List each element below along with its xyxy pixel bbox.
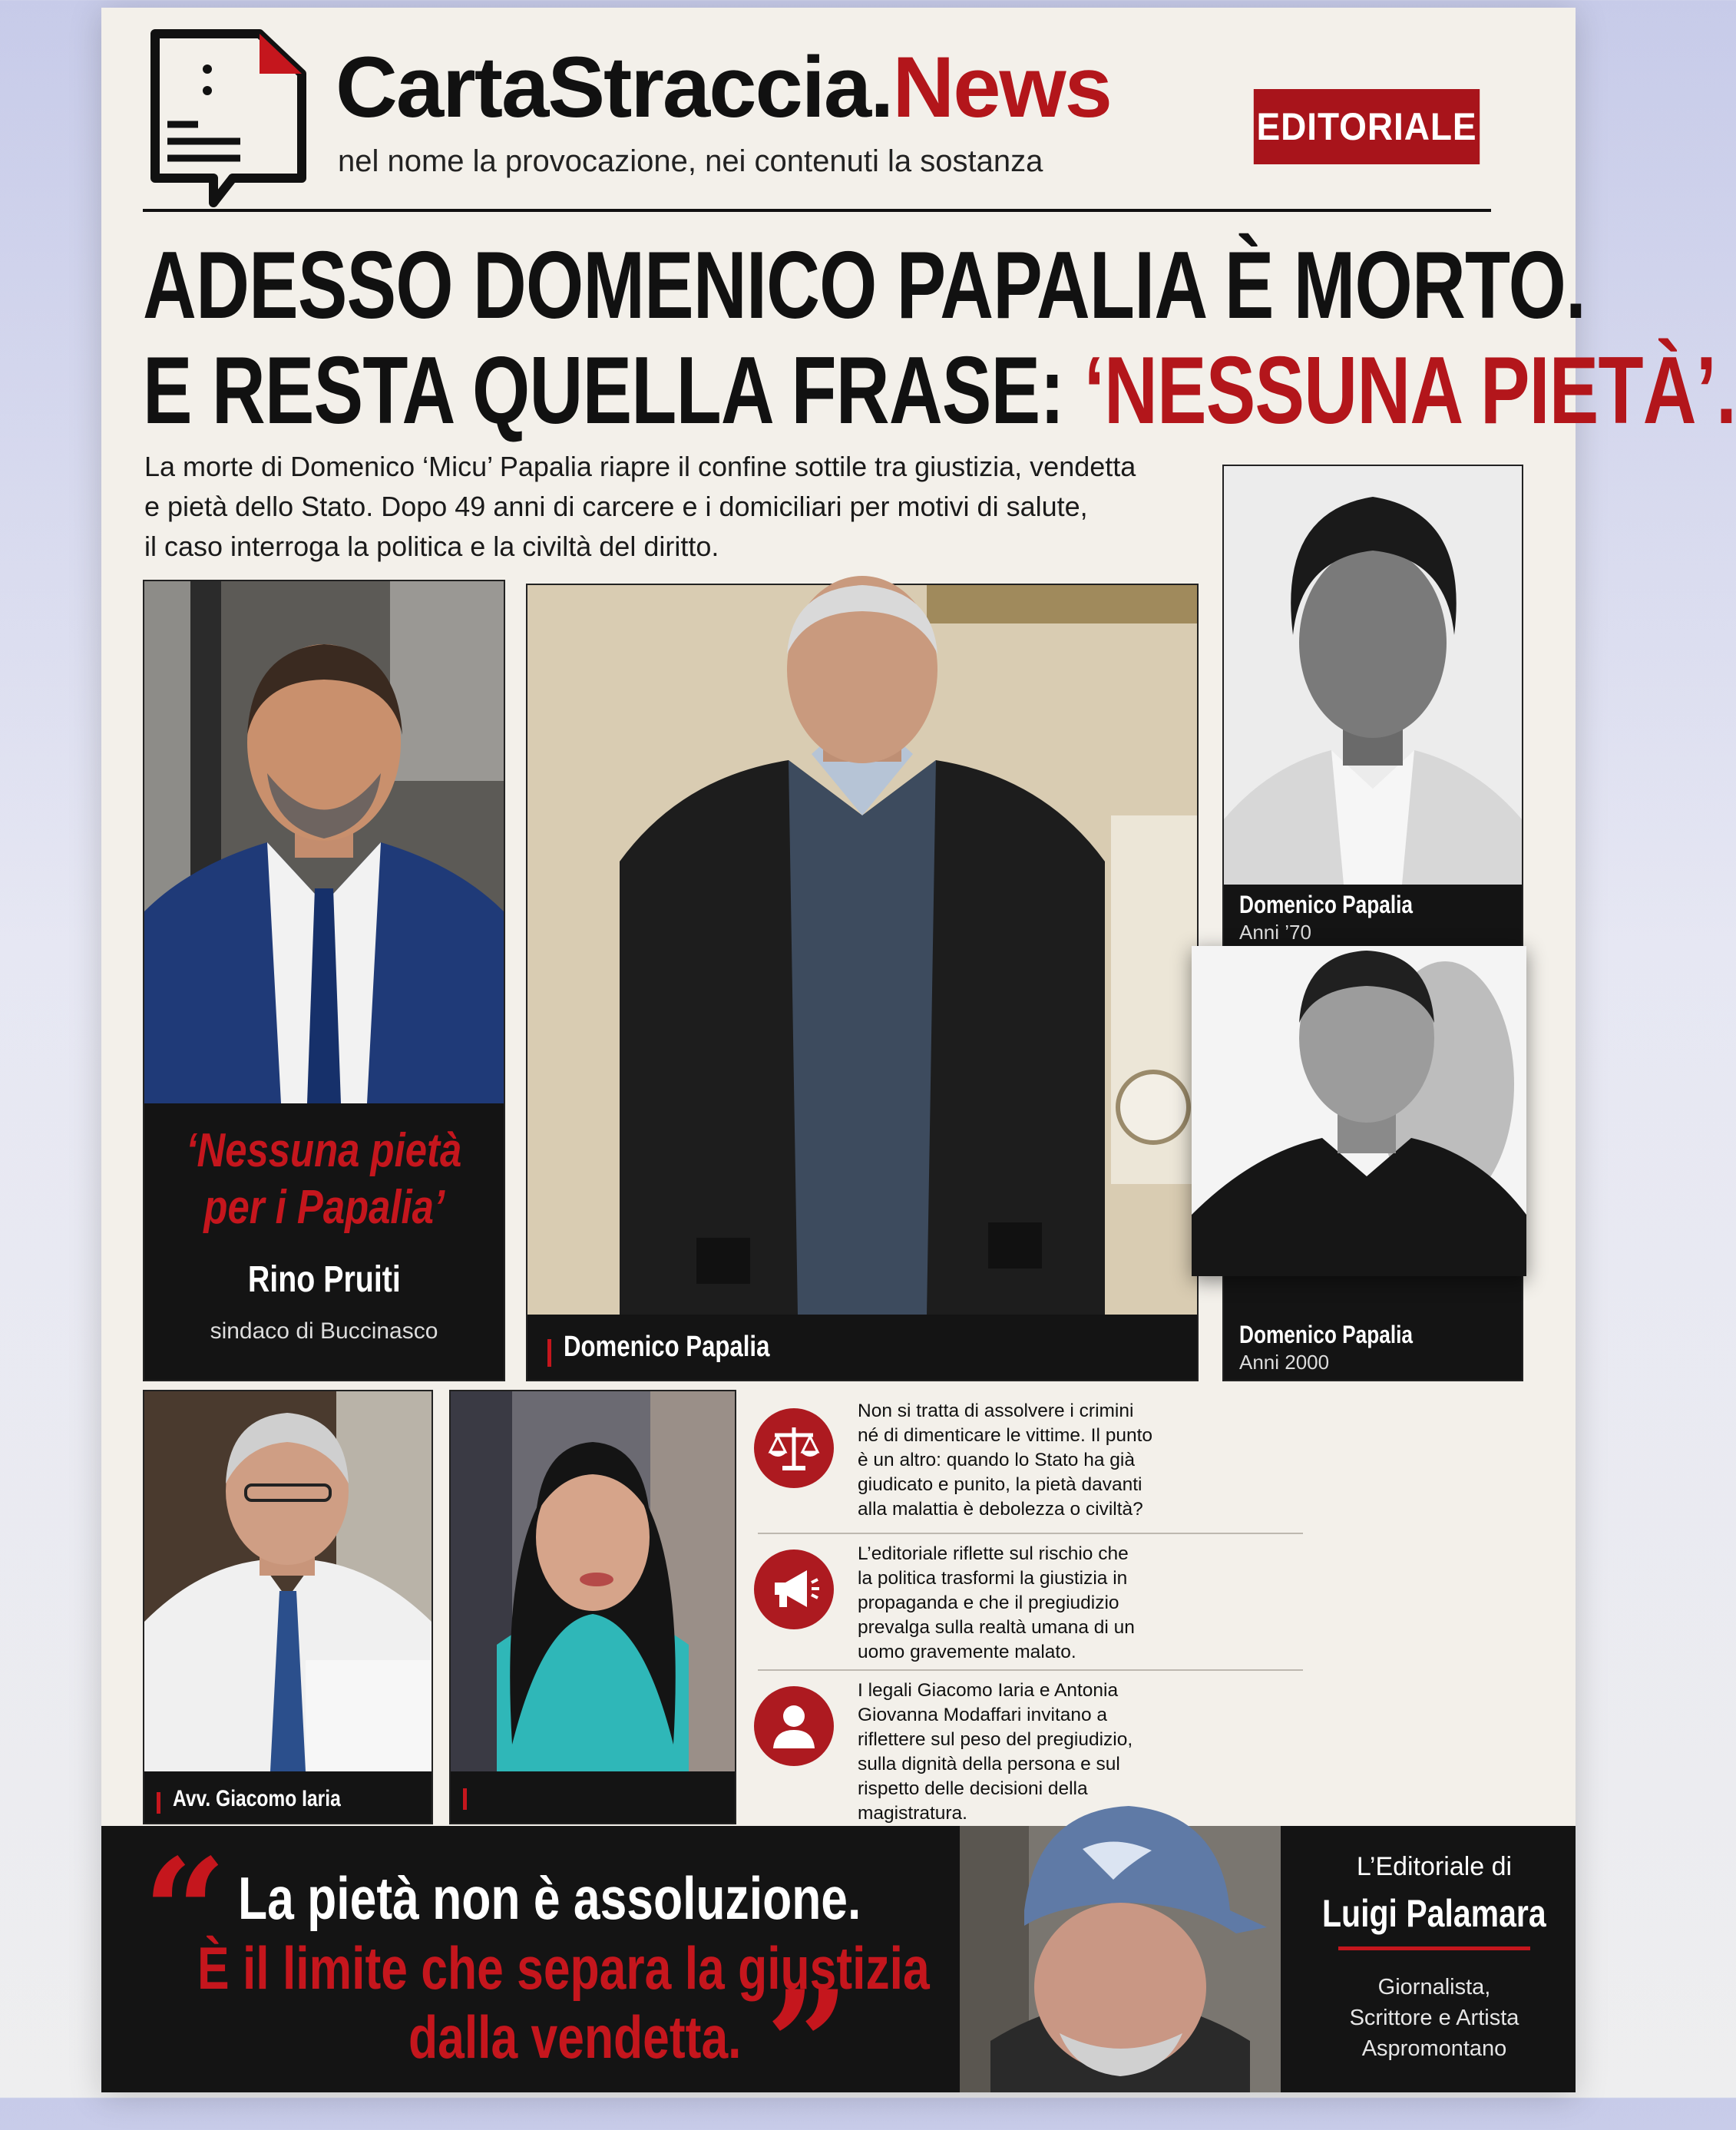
section-badge[interactable]: EDITORIALE <box>1254 89 1480 164</box>
divider <box>758 1533 1303 1534</box>
divider <box>758 1669 1303 1671</box>
author-name[interactable]: Luigi Palamara <box>1322 1892 1546 1935</box>
pruiti-name: Rino Pruiti <box>247 1259 401 1300</box>
portrait-lawyer-modaffari <box>451 1391 735 1771</box>
lead-line: il caso interroga la politica e la civiltà del diritto. <box>144 531 719 562</box>
author-rule <box>1338 1946 1530 1950</box>
caption-marker <box>157 1792 160 1814</box>
header-rule <box>143 209 1491 212</box>
point-line: uomo gravemente malato. <box>858 1642 1076 1662</box>
pruiti-quote-line: ‘Nessuna pietà <box>186 1124 462 1177</box>
point-line: Giovanna Modaffari invitano a <box>858 1705 1108 1725</box>
brand-accent: News <box>892 39 1111 135</box>
pruiti-name-wrap <box>144 1258 504 1301</box>
portrait-lawyer-iaria <box>144 1391 432 1771</box>
portrait-papalia-1970s <box>1224 466 1522 885</box>
point-line: propaganda e che il pregiudizio <box>858 1593 1119 1613</box>
caption-lawyer-iaria-name: Avv. Giacomo Iaria <box>173 1786 341 1811</box>
scales-icon <box>754 1408 834 1488</box>
photo-papalia-center[interactable] <box>526 584 1199 1381</box>
headline-quote: ‘NESSUNA PIETÀ’. <box>1083 338 1736 444</box>
point-line: prevalga sulla realtà umana di un <box>858 1617 1135 1638</box>
caption-2000s-era: Anni 2000 <box>1239 1351 1330 1374</box>
caption-1970s <box>1224 885 1522 950</box>
caption-center-name: Domenico Papalia <box>564 1331 770 1363</box>
caption-marker <box>463 1788 467 1810</box>
brand-main: CartaStraccia. <box>336 39 893 135</box>
point-2-text <box>858 1542 1180 1665</box>
photo-lawyer-iaria[interactable] <box>143 1390 433 1824</box>
point-1-text <box>858 1399 1180 1522</box>
point-line: rispetto delle decisioni della <box>858 1778 1088 1799</box>
headline-prefix: E RESTA QUELLA FRASE: <box>143 338 1084 444</box>
point-line: Non si tratta di assolvere i crimini <box>858 1401 1134 1421</box>
portrait-2000s-frame <box>1192 946 1526 1276</box>
point-line: sulla dignità della persona e sul <box>858 1754 1120 1774</box>
quote-line-3: dalla vendetta. <box>408 2003 742 2071</box>
pruiti-quote-line: per i Papalia’ <box>203 1181 445 1234</box>
lead-paragraph <box>144 447 1327 567</box>
point-line: giudicato e punito, la pietà davanti <box>858 1474 1142 1495</box>
quote-line-1: La pietà non è assoluzione. <box>238 1864 861 1932</box>
person-icon <box>754 1686 834 1766</box>
photo-pruiti[interactable] <box>143 580 505 1381</box>
lead-line: e pietà dello Stato. Dopo 49 anni di carcere e i domiciliari per motivi di salute, <box>144 491 1088 522</box>
author-box <box>1293 1826 1576 2092</box>
open-quote-mark: “ <box>143 1827 227 1998</box>
point-line: riflettere sul peso del pregiudizio, <box>858 1729 1133 1750</box>
caption-1970s-name: Domenico Papalia <box>1239 891 1414 918</box>
point-2 <box>754 1542 1307 1672</box>
caption-1970s-era: Anni ’70 <box>1239 921 1311 944</box>
point-line: è un altro: quando lo Stato ha già <box>858 1450 1135 1470</box>
point-line: magistratura. <box>858 1803 967 1824</box>
pruiti-quote <box>144 1123 504 1236</box>
headline-line-1: ADESSO DOMENICO PAPALIA È MORTO. <box>143 233 1586 339</box>
author-role-line: Scrittore e Artista <box>1349 2006 1519 2030</box>
lead-line: La morte di Domenico ‘Micu’ Papalia riapre il confine sottile tra giustizia, vendetta <box>144 451 1136 482</box>
point-line: alla malattia è debolezza o civiltà? <box>858 1499 1143 1520</box>
headline-line-2 <box>143 338 1736 444</box>
point-line: L’editoriale riflette sul rischio che <box>858 1543 1129 1564</box>
caption-2000s-name: Domenico Papalia <box>1239 1321 1414 1348</box>
author-role-line: Aspromontano <box>1361 2036 1507 2061</box>
author-role-line: Giornalista, <box>1377 1975 1491 1999</box>
quote-line-2: È il limite che separa la giustizia <box>197 1934 930 2002</box>
tagline: nel nome la provocazione, nei contenuti la sostanza <box>338 144 1043 178</box>
point-line: né di dimenticare le vittime. Il punto <box>858 1425 1153 1446</box>
megaphone-icon <box>754 1550 834 1629</box>
author-role <box>1293 1972 1576 2064</box>
author-name-wrap <box>1293 1891 1576 1936</box>
point-line: I legali Giacomo Iaria e Antonia <box>858 1680 1119 1701</box>
brand-logo-text[interactable] <box>336 39 1111 135</box>
document-chat-icon <box>144 25 313 209</box>
pruiti-role: sindaco di Buccinasco <box>210 1318 438 1344</box>
author-intro: L’Editoriale di <box>1356 1852 1513 1881</box>
article-sheet <box>101 8 1736 2130</box>
portrait-palamara <box>960 1795 1281 2092</box>
quote-band <box>101 1826 1576 2130</box>
caption-lawyer-iaria <box>144 1775 432 1823</box>
caption-2000s <box>1224 1315 1522 1380</box>
point-1 <box>754 1399 1307 1530</box>
caption-marker <box>547 1339 551 1367</box>
photo-lawyer-modaffari[interactable] <box>449 1390 736 1824</box>
portrait-papalia-2000s <box>1192 946 1526 1276</box>
point-line: la politica trasformi la giustizia in <box>858 1568 1128 1589</box>
close-quote-mark: ” <box>765 1959 850 2130</box>
caption-lawyer-modaffari <box>451 1775 735 1823</box>
portrait-pruiti <box>144 581 504 1103</box>
portrait-papalia-center <box>527 585 1197 1315</box>
caption-center <box>527 1315 1197 1380</box>
photo-papalia-1970s[interactable] <box>1222 465 1523 951</box>
